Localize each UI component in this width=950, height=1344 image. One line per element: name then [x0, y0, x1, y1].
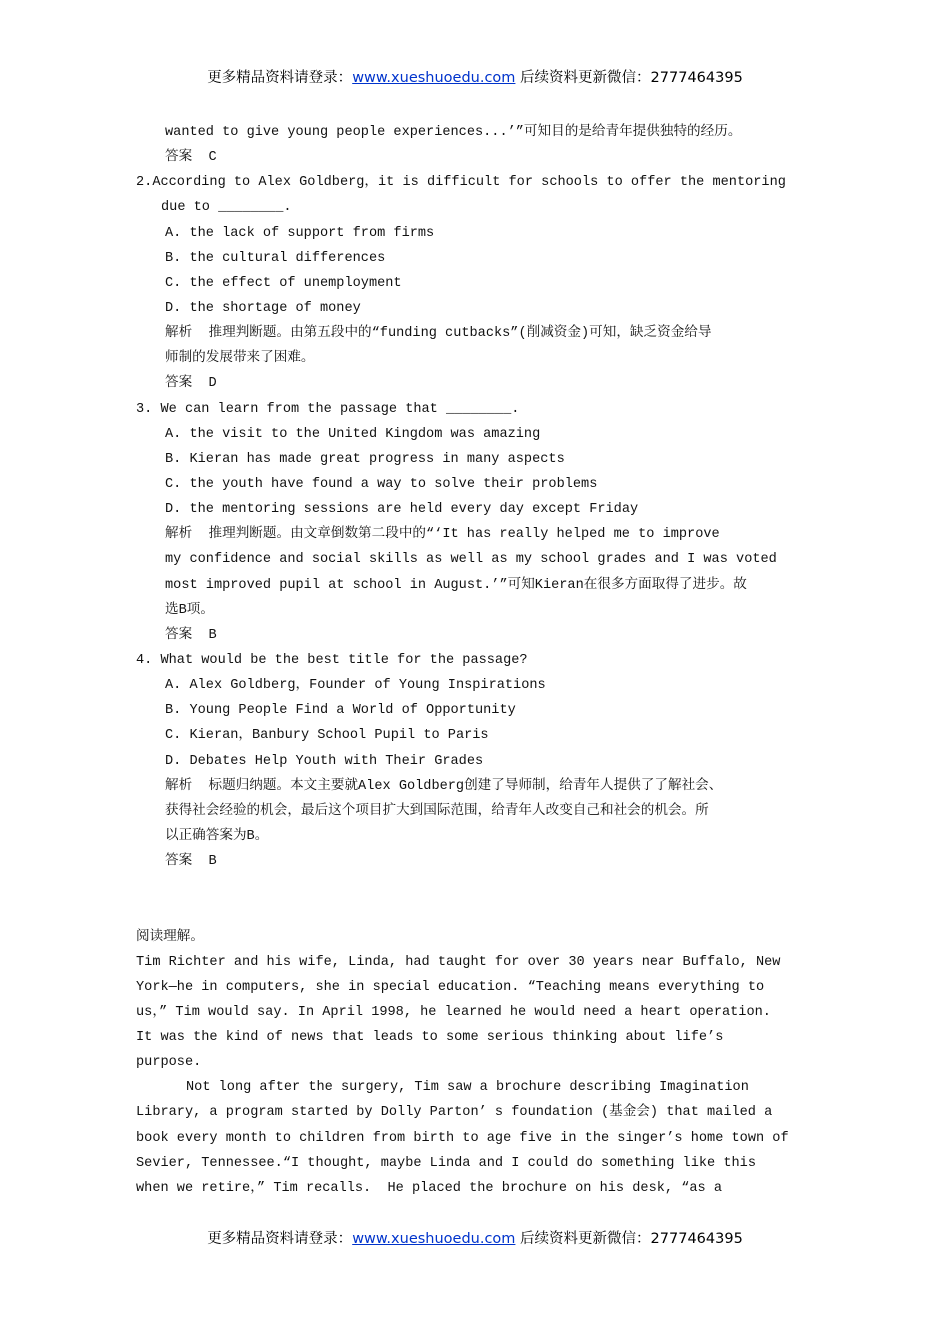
header-link[interactable]: www.xueshuoedu.com	[352, 70, 516, 86]
section-heading: 阅读理解。	[136, 929, 204, 945]
option-b: B. the cultural differences	[165, 250, 386, 266]
option-b: B. Kieran has made great progress in many aspects	[165, 451, 565, 467]
analysis-line: 师制的发展带来了困难。	[165, 351, 315, 367]
analysis-line: 选B项。	[165, 602, 214, 618]
footer-prefix: 更多精品资料请登录：	[207, 1231, 353, 1247]
blank-line	[0, 899, 950, 924]
footer-suffix: 后续资料更新微信：2777464395	[515, 1231, 743, 1247]
passage-line: book every month to children from birth to age five in the singer’s home town of	[136, 1130, 789, 1146]
answer-line: 答案 D	[165, 376, 217, 392]
analysis-line: 解析 标题归纳题。本文主要就Alex Goldberg创建了导师制，给青年人提供了了解社会、	[165, 778, 723, 794]
page-header	[0, 66, 950, 87]
analysis-line: 解析 推理判断题。由第五段中的“funding cutbacks”(削减资金)可知，缺乏资金给导	[165, 326, 712, 342]
answer-line: 答案 B	[165, 854, 217, 870]
option-a: A. Alex Goldberg，Founder of Young Inspirations	[165, 678, 546, 694]
passage-line: when we retire，” Tim recalls. He placed the brochure on his desk, “as a	[136, 1180, 722, 1196]
analysis-line: my confidence and social skills as well as my school grades and I was voted	[165, 552, 777, 568]
passage-line: us，” Tim would say. In April 1998, he learned he would need a heart operation.	[136, 1004, 771, 1020]
option-d: D. the mentoring sessions are held every day except Friday	[165, 502, 639, 518]
option-b: B. Young People Find a World of Opportunity	[165, 703, 516, 719]
answer-line: 答案 B	[165, 627, 217, 643]
option-a: A. the visit to the United Kingdom was amazing	[165, 426, 541, 442]
passage-line: York—he in computers, she in special education. “Teaching means everything to	[136, 979, 765, 995]
option-c: C. the youth have found a way to solve their problems	[165, 476, 598, 492]
answer-line: 答案 C	[165, 150, 217, 166]
document-body	[0, 120, 950, 1201]
analysis-line: 解析 推理判断题。由文章倒数第二段中的“‘It has really helped me to improve	[165, 527, 720, 543]
passage-line: Tim Richter and his wife, Linda, had taught for over 30 years near Buffalo, New	[136, 954, 781, 970]
passage-line: Sevier, Tennessee.“I thought, maybe Linda and I could do something like this	[136, 1155, 756, 1171]
header-suffix: 后续资料更新微信：2777464395	[515, 70, 743, 86]
question-2: 2.According to Alex Goldberg，it is difficult for schools to offer the mentoring	[136, 175, 786, 191]
passage-line: Library, a program started by Dolly Parton’ s foundation (基金会) that mailed a	[136, 1105, 773, 1121]
analysis-line: 以正确答案为B。	[165, 828, 269, 844]
option-d: D. Debates Help Youth with Their Grades	[165, 753, 484, 769]
option-c: C. Kieran，Banbury School Pupil to Paris	[165, 728, 489, 744]
footer-link[interactable]: www.xueshuoedu.com	[352, 1231, 516, 1247]
analysis-line: most improved pupil at school in August.’”可知Kieran在很多方面取得了进步。故	[165, 577, 747, 593]
passage-line: Not long after the surgery, Tim saw a brochure describing Imagination	[186, 1080, 749, 1096]
text-line: due to ________.	[161, 200, 292, 216]
option-a: A. the lack of support from firms	[165, 225, 435, 241]
question-3: 3. We can learn from the passage that ________.	[136, 401, 520, 417]
text-line: wanted to give young people experiences...’”可知目的是给青年提供独特的经历。	[165, 125, 742, 140]
passage-line: purpose.	[136, 1055, 202, 1071]
analysis-line: 获得社会经验的机会，最后这个项目扩大到国际范围，给青年人改变自己和社会的机会。所	[165, 803, 709, 819]
option-d: D. the shortage of money	[165, 300, 361, 316]
header-prefix: 更多精品资料请登录：	[207, 70, 353, 86]
question-4: 4. What would be the best title for the passage?	[136, 652, 528, 668]
page-footer	[0, 1227, 950, 1248]
blank-line	[0, 874, 950, 899]
option-c: C. the effect of unemployment	[165, 275, 402, 291]
passage-line: It was the kind of news that leads to some serious thinking about life’s	[136, 1030, 724, 1046]
